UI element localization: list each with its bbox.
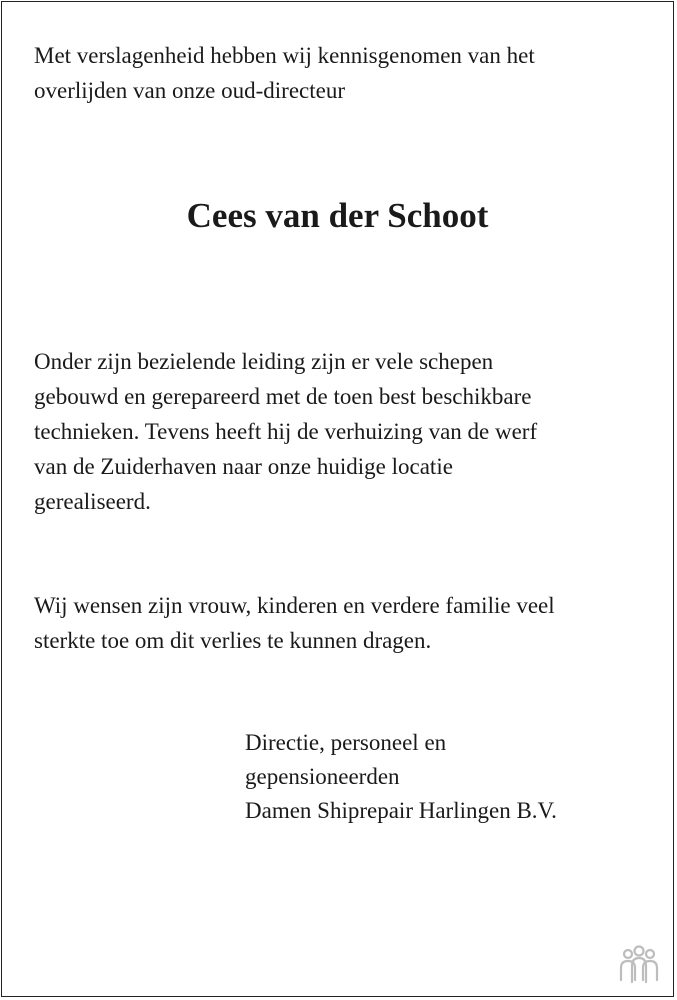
signature-line: Damen Shiprepair Harlingen B.V. bbox=[245, 798, 557, 823]
tribute-line: Onder zijn bezielende leiding zijn er vele schepen bbox=[34, 349, 494, 374]
people-group-icon bbox=[616, 944, 662, 988]
signature-line: gepensioneerden bbox=[245, 764, 400, 789]
tribute-paragraph bbox=[34, 344, 644, 519]
condolence-line: Wij wensen zijn vrouw, kinderen en verdere familie veel bbox=[34, 593, 555, 618]
deceased-name: Cees van der Schoot bbox=[186, 196, 489, 235]
tribute-line: technieken. Tevens heeft hij de verhuizing van de werf bbox=[34, 419, 538, 444]
condolence-paragraph bbox=[34, 588, 644, 658]
tribute-line: van de Zuiderhaven naar onze huidige locatie bbox=[34, 454, 453, 479]
signature-line: Directie, personeel en bbox=[245, 730, 447, 755]
tribute-line: gerealiseerd. bbox=[34, 489, 151, 514]
condolence-line: sterkte toe om dit verlies te kunnen dragen. bbox=[34, 628, 432, 653]
intro-text bbox=[34, 38, 644, 108]
tribute-line: gebouwd en gerepareerd met de toen best beschikbare bbox=[34, 384, 532, 409]
intro-line: overlijden van onze oud-directeur bbox=[34, 78, 346, 103]
signature-block bbox=[245, 726, 645, 828]
intro-line: Met verslagenheid hebben wij kennisgenomen van het bbox=[34, 43, 535, 68]
